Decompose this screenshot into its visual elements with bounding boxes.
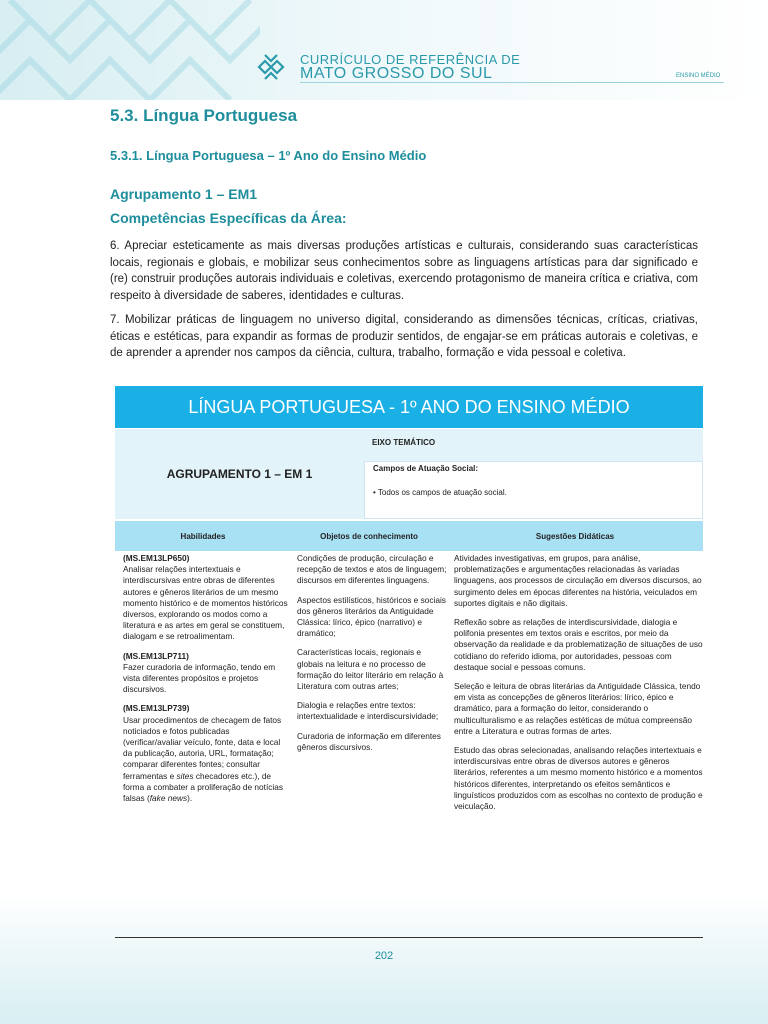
skill-text: ). — [187, 793, 193, 804]
table-title: LÍNGUA PORTUGUESA - 1º ANO DO ENSINO MÉDIO — [115, 386, 703, 428]
campos-label: Campos de Atuação Social: — [373, 464, 479, 473]
logo-icon — [256, 52, 286, 82]
skill-text: Usar procedimentos de checagem de fatos noticiados e fotos publicadas (verificar/avaliar veículo, fonte, data e local da publicação, autoria, URL, formatação; comparar diferentes fontes; consultar ferramentas e — [123, 714, 282, 781]
eixo-content — [364, 461, 703, 519]
table-bottom-rule — [115, 937, 703, 938]
skill-code: (MS.EM13LP711) — [123, 650, 189, 661]
objeto-item: Características locais, regionais e globais na leitura e no processo de formação do leitor literário em relação à Literatura com outras artes; — [297, 647, 444, 692]
habilidade-item — [123, 553, 288, 643]
competencies-title: Competências Específicas da Área: — [110, 210, 347, 226]
eixo-label: EIXO TEMÁTICO — [364, 429, 703, 461]
habilidade-item — [123, 703, 288, 804]
level-tag: ENSINO MÉDIO — [676, 73, 721, 79]
column-header-objetos: Objetos de conhecimento — [320, 531, 418, 541]
group-title: Agrupamento 1 – EM1 — [110, 186, 258, 202]
sugestao-item: Estudo das obras selecionadas, analisando relações intertextuais e interdiscursivas entre obras de diversos autores e gêneros literários, referentes a um mesmo momento histórico e a momentos históricos diferentes, interpretando os efeitos semânticos e linguísticos produzidos com as escolhas no contexto de produção e veiculação. — [454, 745, 703, 812]
sugestoes-column — [454, 553, 704, 820]
section-title: 5.3. Língua Portuguesa — [110, 106, 298, 125]
competency-paragraph: 7. Mobilizar práticas de linguagem no universo digital, considerando as dimensões técnicas, críticas, criativas, éticas e estéticas, para expandir as formas de produzir sentidos, de engajar-se em práticas autorais e coletivas, e de aprender a aprender nos campos da ciência, cultura, trabalho, formação e vida pessoal e coletiva. — [110, 314, 698, 359]
subsection-title: 5.3.1. Língua Portuguesa – 1º Ano do Ensino Médio — [110, 148, 427, 163]
skill-text: checadores etc.), de forma a combater a proliferação de notícias falsas ( — [123, 770, 284, 804]
group-cell: AGRUPAMENTO 1 – EM 1 — [115, 429, 364, 519]
objeto-item: Dialogia e relações entre textos: intertextualidade e interdiscursividade; — [297, 700, 439, 722]
skill-text-italic: fake news — [149, 793, 188, 804]
page-number: 202 — [374, 950, 394, 962]
sugestao-item: Seleção e leitura de obras literárias da Antiguidade Clássica, tendo em vista as concepções de gêneros literários: lírico, épico e dramático, para a formação do leitor, considerando o multiculturalismo e as relações estéticas de mútua compreensão entre a Literatura e outras formas de artes. — [454, 681, 701, 736]
objetos-column — [297, 553, 447, 761]
objeto-item: Aspectos estilísticos, históricos e sociais dos gêneros literários da Antiguidade Clássica: lírico, épico (narrativo) e dramático; — [297, 594, 446, 639]
skill-text-italic: sites — [176, 770, 194, 781]
skill-text: Fazer curadoria de informação, tendo em vista diferentes propósitos e projetos discursivos. — [123, 661, 276, 695]
column-header-habilidades: Habilidades — [180, 531, 226, 541]
header-pattern — [0, 0, 260, 100]
campos-item: • Todos os campos de atuação social. — [373, 488, 507, 497]
logo-title-line2: MATO GROSSO DO SUL — [300, 65, 493, 82]
objeto-item: Curadoria de informação em diferentes gêneros discursivos. — [297, 730, 441, 752]
column-header-row — [115, 521, 703, 551]
skill-code: (MS.EM13LP739) — [123, 703, 190, 714]
logo-title-line1: CURRÍCULO DE REFERÊNCIA DE — [300, 52, 521, 67]
sugestao-item: Reflexão sobre as relações de interdiscursividade, dialogia e polifonia presentes em textos orais e escritos, por meio da observação da realidade e da problematização de situações de uso cotidiano do referido idioma, por autoridades, pessoas com destaque social e pessoas comuns. — [454, 617, 703, 672]
column-header-sugestoes: Sugestões Didáticas — [535, 531, 615, 541]
competency-paragraph: 6. Apreciar esteticamente as mais diversas produções artísticas e culturais, considerando suas características locais, regionais e globais, e mobilizar seus conhecimentos sobre as linguagens artísticas para dar significado e (re) construir produções autorais individuais e coletivas, exercendo protagonismo de maneira crítica e criativa, com respeito à diversidade de saberes, identidades e culturas. — [110, 240, 698, 302]
skill-code: (MS.EM13LP650) — [123, 553, 190, 563]
objeto-item: Condições de produção, circulação e recepção de textos e atos de linguagem; discursos em diferentes linguagens. — [297, 553, 447, 586]
skill-text: Analisar relações intertextuais e interdiscursivas entre obras de diferentes autores e gêneros literários de um mesmo momento histórico e de momentos históricos diversos, explorando os modos como a literatura e as artes em geral se constituem, dialogam e se retroalimentam. — [123, 564, 288, 642]
habilidades-column — [123, 553, 288, 812]
header-divider — [300, 82, 724, 83]
sugestao-item: Atividades investigativas, em grupos, para análise, problematizações e argumentações relacionadas às variadas linguagens, aos processos de circulação em diversos discursos, ao surgimento deles em épocas diferentes na história, veiculados em suportes digitais e não digitais. — [454, 553, 702, 608]
habilidade-item — [123, 651, 288, 696]
